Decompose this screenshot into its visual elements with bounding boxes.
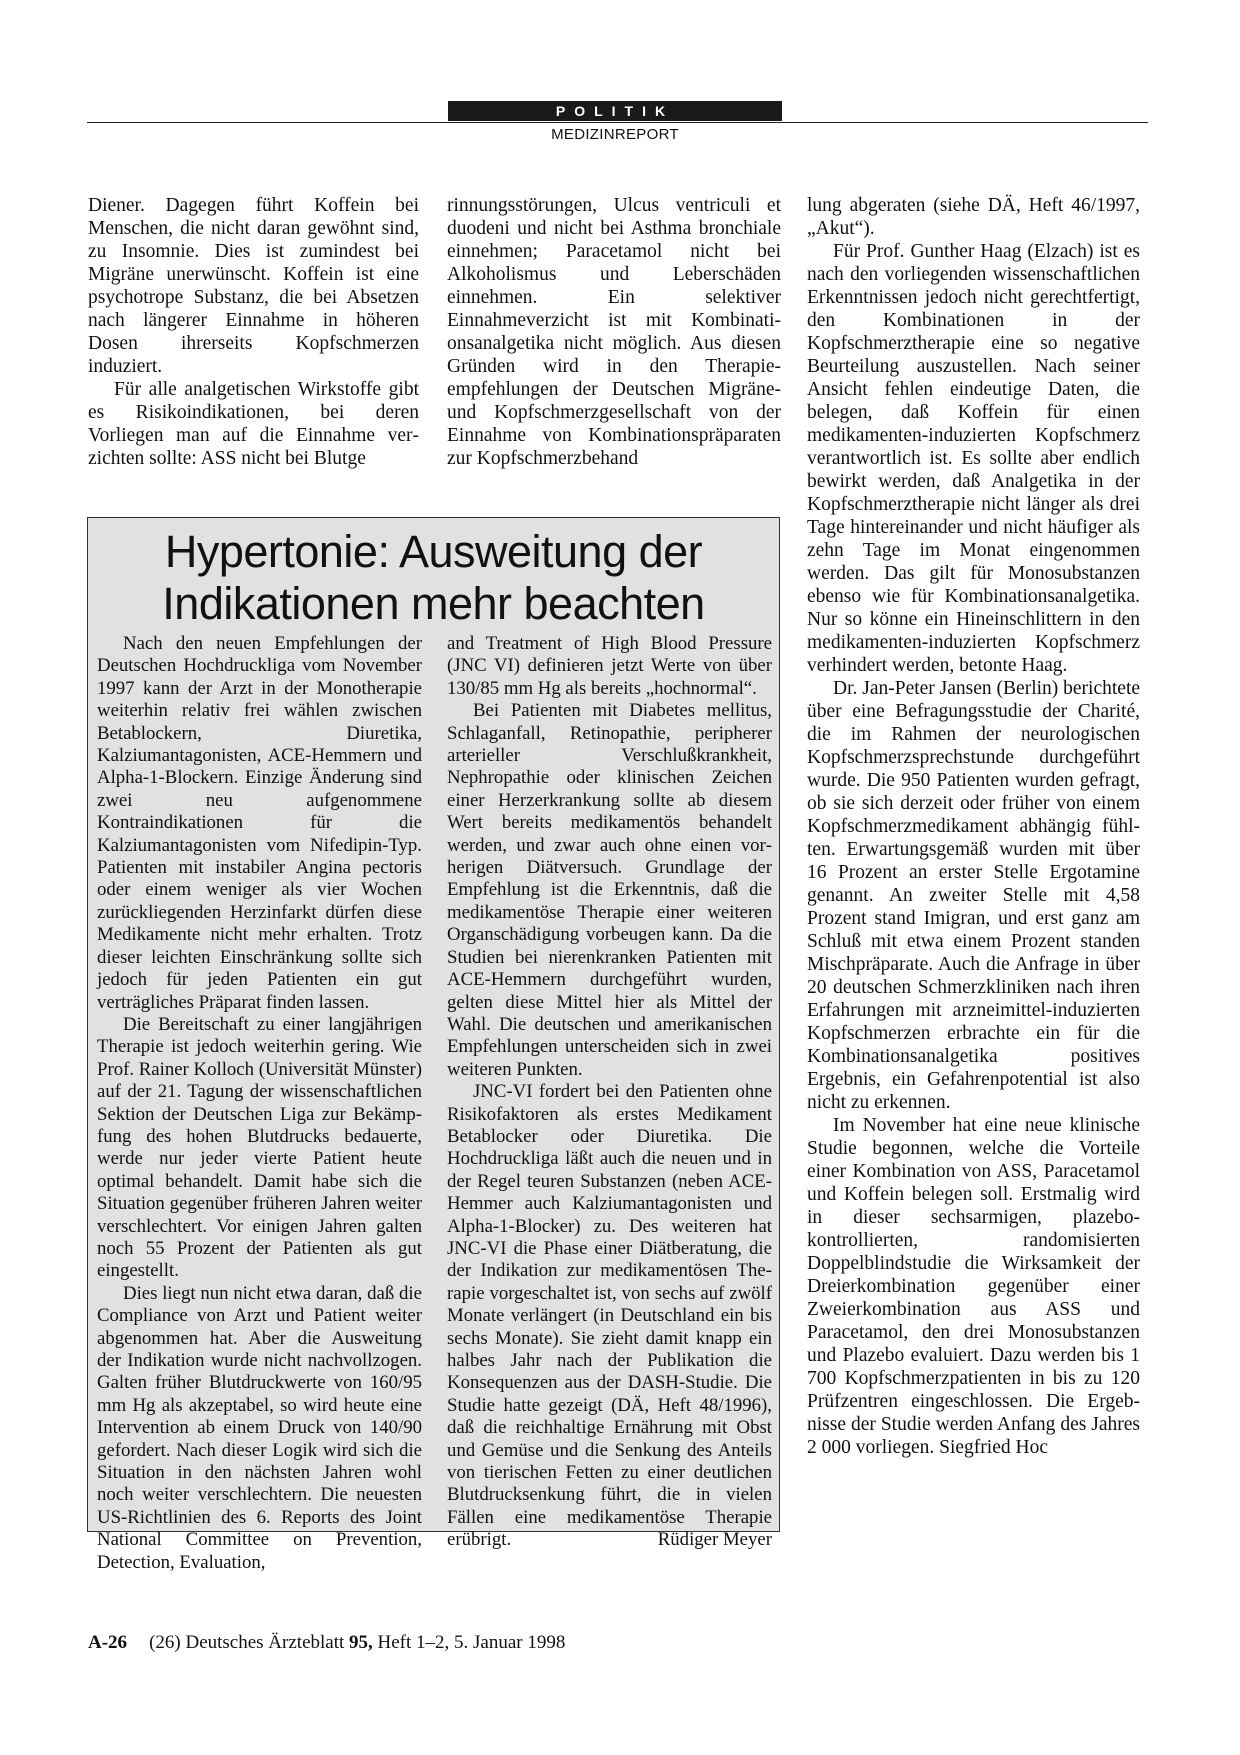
paragraph: Bei Patienten mit Diabetes mellitus, Schlaganfall, Retinopathie, peripherer arterieller Verschlußkrankheit, Nephropathie oder klinischen Zeichen einer Herzerkrankung sollte ab diesem Wert bereits medikamentös behandelt werden, und zwar auch ohne einen vorherigen Diätversuch. Grundlage der Empfehlung ist die Erkenntnis, daß die medikamentöse Therapie einer weiteren Organschädigung vorbeugen kann. Da die Studien bei nierenkranken Patienten mit ACE-Hemmern durchgeführt wurden, gelten diese Mittel hier als Mittel der Wahl. Die deutschen und amerikanischen Empfehlungen unterscheiden sich in zwei weiteren Punkten.	[447, 700, 772, 1080]
page-footer	[88, 1632, 565, 1654]
box-column-2	[447, 633, 772, 1552]
paragraph: Nach den neuen Empfehlungen der Deutschen Hochdruckliga vom November 1997 kann der Arzt in der Monotherapie weiterhin relativ frei wählen zwischen Betablockern, Diuretika, Kalziumantagonisten, ACE-Hemmern und Alpha-1-Blockern. Einzige Änderung sind zwei neu aufgenommene Kontraindikationen für die Kalziumantagonisten vom Nifedipin-Typ. Patienten mit instabiler Angina pectoris oder einem weniger als vier Wochen zurückliegenden Herzinfarkt dürfen diese Medikamente nicht mehr erhalten. Trotz dieser leichten Einschränkung sollte sich jedoch für jeden Patienten ein gut verträgliches Präparat finden lassen.	[97, 633, 422, 1013]
paragraph: Dr. Jan-Peter Jansen (Berlin) berichtete über eine Befragungsstudie der Charité, die im Rahmen der neurologischen Kopfschmerzsprechstunde durchgeführt wurde. Die 950 Patienten wurden gefragt, ob sie sich derzeit oder früher von einem Kopfschmerzmedikament abhängig fühlten. Erwartungsgemäß wurden mit über 16 Prozent an erster Stelle Ergotamine genannt. An zweiter Stelle mit 4,58 Prozent stand Imigran, und erst ganz am Schluß mit etwa einem Prozent standen Mischpräparate. Auch die Anfrage in über 20 deutschen Schmerzkliniken nach ihren Erfahrungen mit arzneimittel-induzierten Kopfschmerzen erbrachte ein für die Kombinationsanalgetika positives Ergebnis, ein Gefahrenpotential ist also nicht zu erkennen.	[807, 678, 1141, 1113]
header-rule	[87, 122, 1148, 123]
paragraph: Diener. Dagegen führt Koffein bei Menschen, die nicht daran gewöhnt sind, zu Insomnie. Dies ist zumindest bei Migräne unerwünscht. Koffein ist eine psychotrope Substanz, die bei Absetzen nach längerer Einnahme in höheren Dosen ihrerseits Kopfschmerzen induziert.	[88, 195, 419, 377]
page-number: A-26	[88, 1632, 128, 1653]
sidebar-box	[87, 517, 780, 1573]
paragraph-text: Im November hat eine neue klinische Studie begonnen, welche die Vorteile einer Kombination von ASS, Paracetamol und Koffein belegen soll. Erstmalig wird in dieser sechsarmigen, plazebo-kontrollierten, randomisierten Doppelblindstudie die Wirksamkeit der Dreierkombination gegenüber einer Zweierkombination aus ASS und Paracetamol, den drei Monosubstanzen und Plazebo evaluiert. Dazu werden bis 1 700 Kopfschmerzpatienten in bis zu 120 Prüfzentren eingeschlossen. Die Ergebnisse der Studie werden Anfang des Jahres 2 000 vorliegen.	[807, 1115, 1140, 1458]
paragraph: and Treatment of High Blood Pressure (JNC VI) definieren jetzt Werte von über 130/85 mm Hg als bereits „hochnormal“.	[447, 633, 772, 699]
paragraph	[447, 1081, 772, 1552]
author-signature: Siegfried Hoc	[939, 1437, 1048, 1458]
article-column-3	[807, 194, 1140, 1459]
paragraph: Dies liegt nun nicht etwa daran, daß die Compliance von Arzt und Patient weiter abgenommen hat. Aber die Ausweitung der Indikation wurde nicht nachvollzogen. Galten früher Blutdruckwerte von 160/95 mm Hg als akzeptabel, so wird heute eine Intervention ab einem Druck von 140/90 gefordert. Nach dieser Logik wird sich die Situation in den nächsten Jahren wohl noch weiter verschlechtern. Die neuesten US-Richtlinien des 6. Reports des Joint National Committee on Prevention, Detection, Evaluation,	[97, 1282, 422, 1573]
subsection-label: MEDIZINREPORT	[551, 126, 679, 143]
footer-citation-rest: Heft 1–2, 5. Januar 1998	[372, 1632, 566, 1653]
author-signature: Rüdiger Meyer	[657, 1529, 772, 1551]
box-column-1	[97, 633, 422, 1574]
paragraph: Für alle analgetischen Wirkstoffe gibt es Risikoindikationen, bei deren Vorliegen man auf die Einnahme verzichten sollte: ASS nicht bei Blutge	[88, 379, 419, 469]
footer-volume: 95,	[349, 1632, 373, 1653]
paragraph-text: JNC-VI fordert bei den Patienten ohne Risikofaktoren als erstes Medikament Betablocker oder Diuretika. Die Hochdruckliga läßt auch die neuen und in der Regel teuren Substanzen (neben ACE-Hemmer auch Kalziumantagonisten und Alpha-1-Blocker) zu. Des weiteren hat JNC-VI die Phase einer Diätberatung, die der Indikation zur medikamentösen Therapie vorgeschaltet ist, von sechs auf zwölf Monate verlängert (in Deutschland ein bis sechs Monate). Sie zieht damit knapp ein halbes Jahr nach der Publikation die Konsequenzen aus der DASH-Studie. Die Studie hatte gezeigt (DÄ, Heft 48/1996), daß die reichhaltige Ernährung mit Obst und Gemüse und die Senkung des Anteils von tierischen Fetten zu einer deutlichen Blutdrucksenkung führt, die in vielen Fällen eine medikamentöse Therapie erübrigt.	[447, 1081, 772, 1551]
paragraph: Für Prof. Gunther Haag (Elzach) ist es nach den vorliegenden wissenschaftlichen Erkenntnissen jedoch nicht gerechtfertigt, den Kombinationen in der Kopfschmerztherapie eine so negative Beurteilung auszustellen. Nach seiner Ansicht fehlen eindeutige Daten, die belegen, daß Koffein für einen medikamenten-induzierten Kopfschmerz verantwortlich ist. Es sollte aber endlich bewirkt werden, daß Analgetika in der Kopfschmerztherapie nicht länger als drei Tage hintereinander und nicht häufiger als zehn Tage im Monat eingenommen werden. Das gilt für Monosubstanzen ebenso wie für Kombinationsanalgetika. Nur so könne ein Hineinschlittern in den medikamenten-induzierten Kopfschmerz verhindert werden, betonte Haag.	[807, 241, 1140, 676]
footer-citation-prefix: (26) Deutsches Ärzteblatt	[149, 1632, 350, 1653]
article-column-1	[88, 194, 419, 470]
article-column-2	[447, 194, 781, 470]
box-title-line-2: Indikationen mehr beachten	[162, 578, 705, 629]
section-label: POLITIK	[448, 101, 782, 121]
paragraph: Die Bereitschaft zu einer langjährigen Therapie ist jedoch weiterhin gering. Wie Prof. Rainer Kolloch (Universität Münster) auf der 21. Tagung der wissenschaftlichen Sektion der Deutschen Liga zur Bekämpfung des hohen Blutdrucks bedauerte, werde nur jeder vierte Patient heute optimal behandelt. Damit habe sich die Situation gegenüber früheren Jahren weiter verschlechtert. Vor einigen Jahren galten noch 55 Prozent der Patienten als gut eingestellt.	[97, 1013, 422, 1282]
paragraph: rinnungsstörungen, Ulcus ventriculi et duodeni und nicht bei Asthma bronchiale einnehmen; Paracetamol nicht bei Alkoholismus und Leberschäden einnehmen. Ein selektiver Einnahmeverzicht ist mit Kombinationsanalgetika nicht möglich. Aus diesen Gründen wird in den Therapieempfehlungen der Deutschen Migräne- und Kopfschmerzgesellschaft von der Einnahme von Kombinationspräparaten zur Kopfschmerzbehand	[447, 195, 781, 469]
paragraph: lung abgeraten (siehe DÄ, Heft 46/1997, „Akut“).	[807, 195, 1140, 239]
box-title-line-1: Hypertonie: Ausweitung der	[164, 526, 703, 577]
box-title	[88, 526, 779, 630]
paragraph	[807, 1114, 1140, 1459]
